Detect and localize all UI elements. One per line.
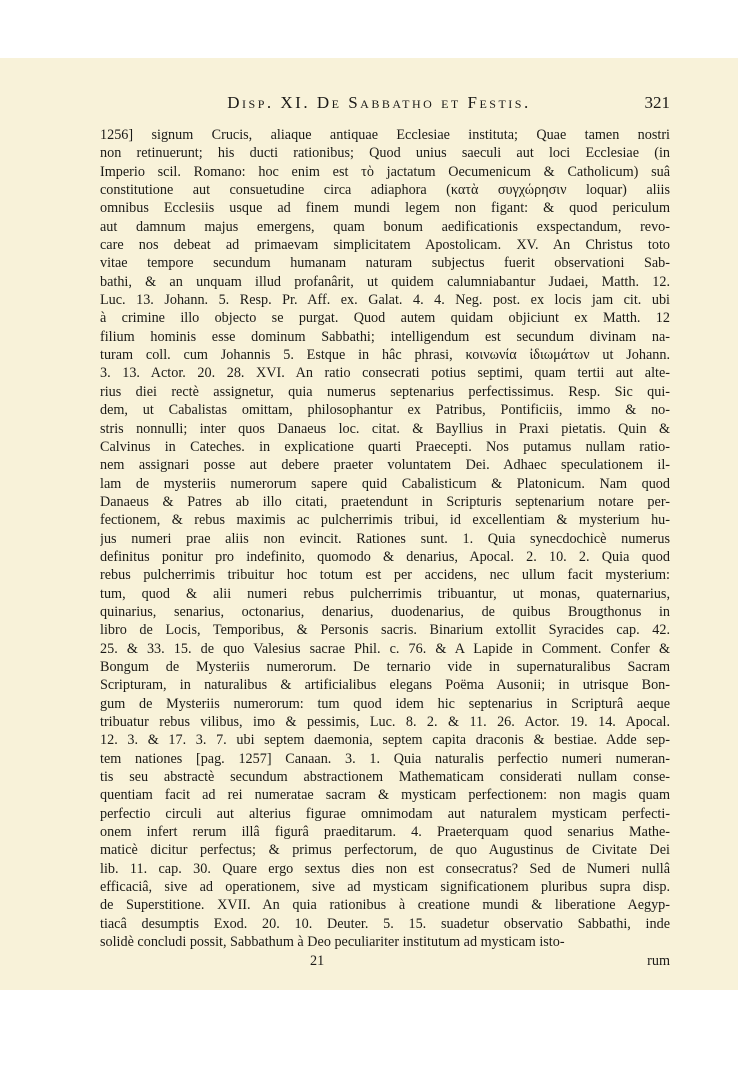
text-line: 25. & 33. 15. de quo Valesius sacrae Phil. c. 76. & A Lapide in Comment. Confer & — [100, 640, 670, 657]
text-line: à crimine illo objecto se purgat. Quod autem quidam objiciunt ex Matth. 12 — [100, 310, 670, 327]
text-line: tribuatur rebus vilibus, imo & pessimis, Luc. 8. 2. & 11. 26. Actor. 19. 14. Apocal. — [100, 714, 670, 730]
book-page — [0, 58, 738, 990]
text-line: omnibus Ecclesiis usque ad finem mundi legem non figant: & quod periculum — [100, 200, 670, 217]
text-line: aut damnum majus emergens, quam bonum aedificationis exspectandum, revo- — [100, 218, 670, 235]
text-line: turam coll. cum Johannis 5. Estque in hâc phrasi, κοινωνία ἰδιωμάτων ut Johann. — [100, 347, 670, 364]
text-line: definitus ponitur pro indefinito, quomodo & denarius, Apocal. 2. 10. 2. Quia quod — [100, 548, 670, 565]
catchword: rum — [647, 952, 670, 969]
text-line: bathi, & an unquam illud profanârit, ut quidem calumniabantur Judaei, Matth. 12. — [100, 273, 670, 290]
text-line: Scripturam, in naturalibus & artificialibus elegans Poëma Ausonii; in utrisque Bon- — [100, 677, 670, 694]
running-title: Disp. XI. De Sabbatho et Festis. — [227, 93, 531, 112]
text-line: rebus pulcherrimis tribuitur hoc totum est per accidens, nec ullum facit mysterium: — [100, 567, 670, 584]
page-number: 321 — [644, 93, 670, 112]
text-line: tum, quod & alii numeri rebus pulcherrimis tribuantur, ut monas, quaternarius, — [100, 585, 670, 602]
text-line: perfectio circuli aut alterius figurae omnimodam aut naturalem mysticam perfecti- — [100, 805, 670, 822]
text-line: constitutione aut consuetudine circa adiaphora (κατὰ συγχώρησιν loquar) aliis — [100, 182, 670, 199]
text-line: lib. 11. cap. 30. Quare ergo sextus dies non est consecratus? Sed de Numeri nullâ — [100, 860, 670, 877]
text-line: Calvinus in Cateches. in explicatione quarti Praecepti. Nos putamus nullam ratio- — [100, 438, 670, 455]
text-line: tiacâ desumptis Exod. 20. 10. Deuter. 5. 15. suadetur observatio Sabbathi, inde — [100, 915, 670, 932]
text-line: fectionem, & rebus maximis ac pulcherrimis tribui, id excellentiam & mysterium hu- — [100, 512, 670, 529]
text-line: lam de mysteriis numerorum sapere quid Cabalisticum & Platonicum. Nam quod — [100, 475, 670, 492]
text-line: non retinuerunt; his ducti rationibus; Quod unius saeculi aut loci Ecclesiae (in — [100, 145, 670, 162]
text-line: maticè dicitur perfectus; & primus perfectorum, de quo Augustinus de Civitate Dei — [100, 842, 670, 859]
text-line: nem assignari posse aut debere praeter voluntatem Dei. Adhaec speculationem il- — [100, 457, 670, 474]
text-line: quinarius, senarius, octonarius, denarius, duodenarius, de quibus Brougthonus in — [100, 603, 670, 620]
text-line: efficaciâ, sive ad operationem, sive ad mysticam significationem pluribus supra disp. — [100, 879, 670, 896]
text-line: rius diei rectè assignetur, quia numerus septenarius perfectissimus. Resp. Sic qui- — [100, 383, 670, 400]
text-line: care nos debeat ad primaevam simplicitatem Apostolicam. XV. An Christus toto — [100, 237, 670, 254]
text-line: vitae tempore secundum humanam naturam subjectus fuerit observationi Sab- — [100, 255, 670, 272]
text-line: libro de Locis, Temporibus, & Personis sacris. Binarium extollit Syracides cap. 42. — [100, 622, 670, 639]
text-line: Bongum de Mysteriis numerorum. De ternario vide in supernaturalibus Sacram — [100, 658, 670, 675]
text-line: gum de Mysteriis numerorum: tum quod idem hic septenarius in Scripturâ aeque — [100, 695, 670, 712]
body-text — [100, 126, 670, 951]
text-line: 3. 13. Actor. 20. 28. XVI. An ratio consecrati potius septimi, quam tertii aut alte- — [100, 365, 670, 382]
text-line: 1256] signum Crucis, aliaque antiquae Ecclesiae instituta; Quae tamen nostri — [100, 127, 670, 143]
text-line: dem, ut Cabalistas omittam, philosophantur ex Patribus, Pontificiis, immo & no- — [100, 402, 670, 419]
page-header — [100, 92, 670, 114]
text-line: jus numeri prae aliis non evincit. Rationes sunt. 1. Quia synecdochicè numerus — [100, 530, 670, 547]
signature-mark: 21 — [310, 952, 325, 969]
text-line: tem nationes [pag. 1257] Canaan. 3. 1. Quia naturalis perfectio numeri numeran- — [100, 750, 670, 767]
text-line: Luc. 13. Johann. 5. Resp. Pr. Aff. ex. Galat. 4. 4. Neg. post. ex locis jam cit. ubi — [100, 292, 670, 309]
text-line: quentiam facit ad rei numeratae sacram & mysticam perfectionem: non magis quam — [100, 787, 670, 804]
text-line: solidè concludi possit, Sabbathum à Deo peculiariter institutum ad mysticam isto- — [100, 934, 565, 951]
text-line: Danaeus & Patres ab illo citati, praetendunt in Scripturis septenarium notare per- — [100, 493, 670, 510]
text-line: filium hominis esse dominum Sabbathi; intelligendum est secundum divinam na- — [100, 328, 670, 345]
text-line: Imperio scil. Romano: hoc enim est τὸ jactatum Oecumenicum & Catholicum) suâ — [100, 163, 670, 180]
page-footer — [100, 952, 670, 970]
text-line: onem infert rerum illâ figurâ praeditarum. 4. Praeterquam quod senarius Mathe- — [100, 824, 670, 841]
text-line: 12. 3. & 17. 3. 7. ubi septem daemonia, septem capita draconis & bestiae. Adde sep- — [100, 732, 670, 749]
text-line: de Superstitione. XVII. An quia rationibus à creatione mundi & liberatione Aegyp- — [100, 897, 670, 914]
text-line: stris nonnulli; inter quos Danaeus loc. citat. & Bayllius in Praxi pietatis. Quin & — [100, 420, 670, 437]
text-line: tis seu abstractè secundum abstractionem Mathematicam considerati nullam conse- — [100, 769, 670, 786]
